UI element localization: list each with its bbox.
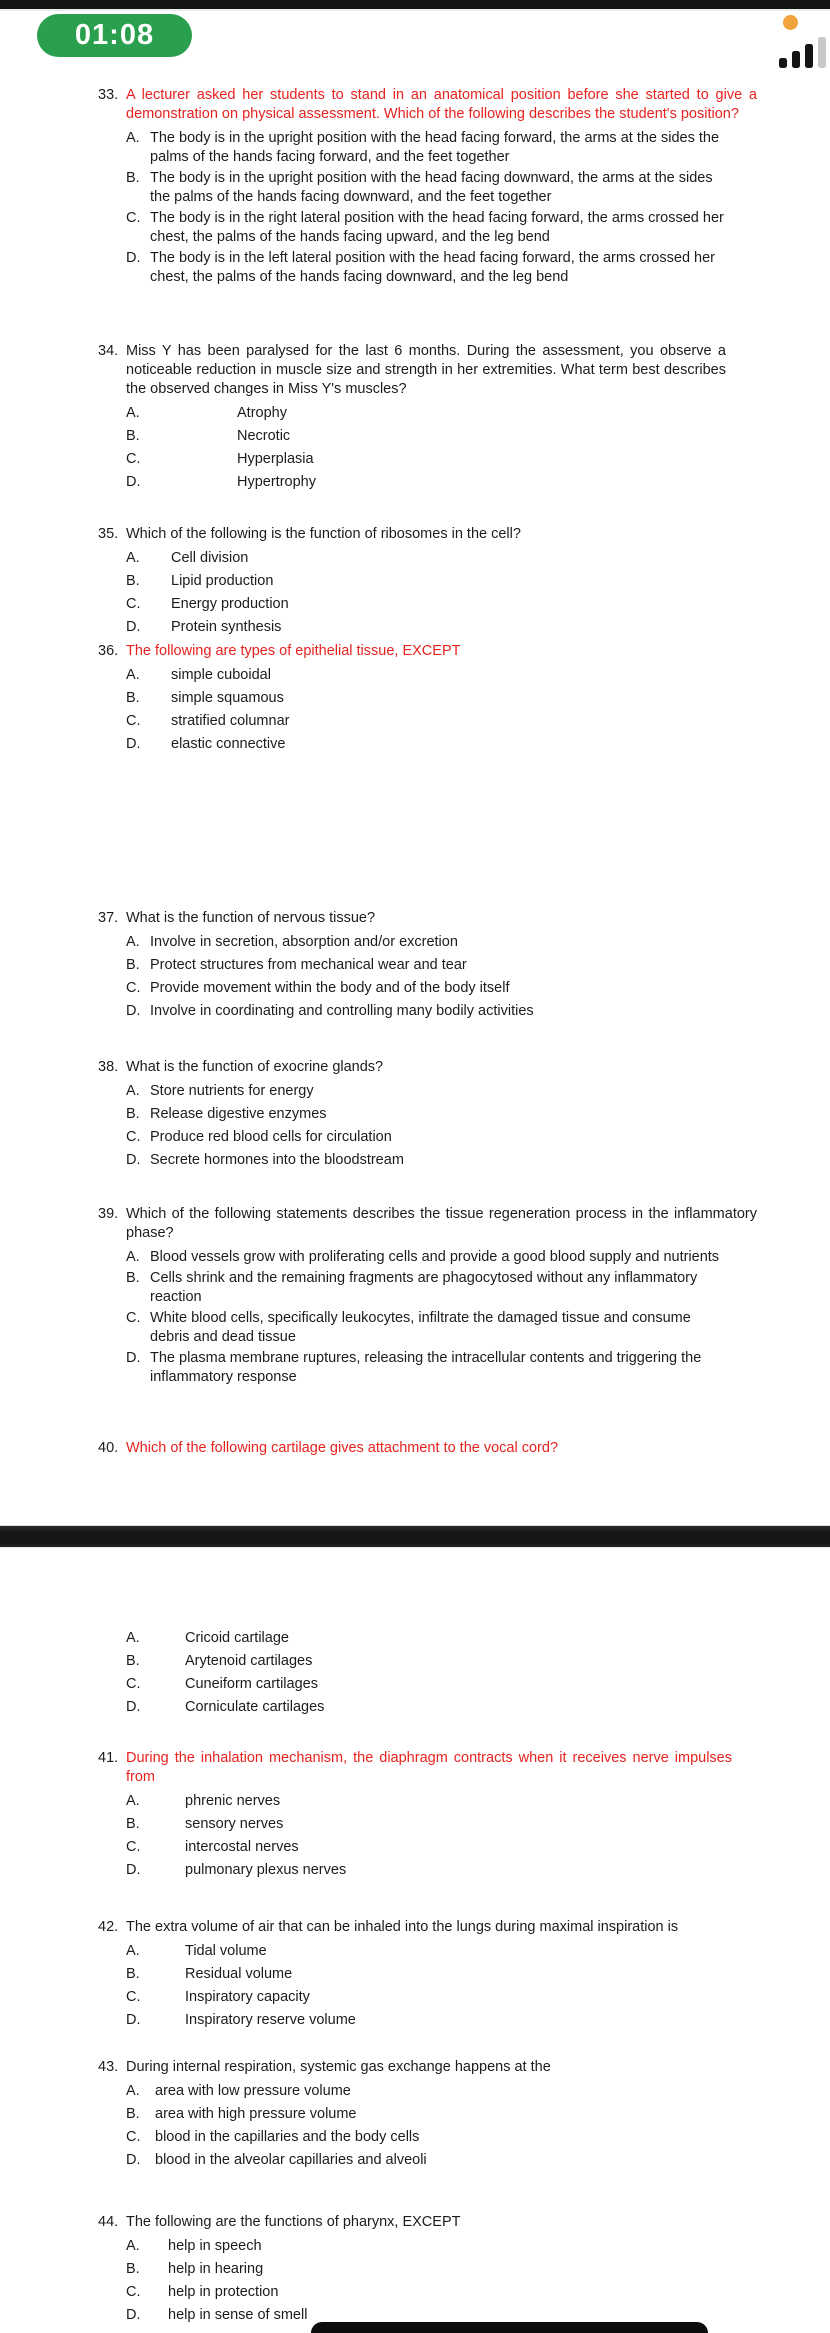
option-text: Blood vessels grow with proliferating cells and provide a good blood supply and nutrients <box>150 1249 720 1265</box>
signal-bar-4 <box>818 37 826 68</box>
question-text: The following are types of epithelial tissue, EXCEPT <box>126 643 461 659</box>
option-letter: C. <box>126 1989 141 2005</box>
option-letter: C. <box>126 596 141 612</box>
option-list-11 <box>126 2237 726 2325</box>
question-42 <box>98 1918 757 2034</box>
option-row-39-D <box>126 1349 726 1387</box>
question-text: What is the function of nervous tissue? <box>126 910 376 926</box>
option-letter: C. <box>126 1839 141 1855</box>
option-letter: B. <box>126 690 140 706</box>
option-text: help in protection <box>168 2284 279 2300</box>
question-text: During the inhalation mechanism, the diaphragm contracts when it receives nerve impulses from <box>126 1750 732 1785</box>
question-34 <box>98 342 726 496</box>
option-list-10 <box>126 2082 726 2170</box>
option-text: Corniculate cartilages <box>185 1699 325 1715</box>
option-text: White blood cells, specifically leukocytes, infiltrate the damaged tissue and consume debris and dead tissue <box>150 1310 691 1345</box>
option-text: blood in the capillaries and the body cells <box>155 2129 420 2145</box>
option-text: Hyperplasia <box>237 451 314 467</box>
option-row-38-C <box>126 1128 726 1147</box>
option-text: Store nutrients for energy <box>150 1083 314 1099</box>
option-text: blood in the alveolar capillaries and alveoli <box>155 2152 427 2168</box>
option-text: Residual volume <box>185 1966 293 1982</box>
option-text: intercostal nerves <box>185 1839 299 1855</box>
option-letter: B. <box>126 170 140 186</box>
option-row-39-A <box>126 1248 726 1267</box>
option-row-34-D <box>126 473 726 492</box>
option-letter: C. <box>126 2284 141 2300</box>
option-row-33-C <box>126 209 726 247</box>
option-text: The body is in the right lateral position with the head facing forward, the arms crossed her chest, the palms of the hands facing upward, and the leg bend <box>150 210 724 245</box>
option-row-33-D <box>126 249 726 287</box>
question-text: A lecturer asked her students to stand in an anatomical position before she started to give a demonstration on physical assessment. Which of the following describes the student's position? <box>126 87 757 122</box>
option-text: Cell division <box>171 550 249 566</box>
option-letter: C. <box>126 451 141 467</box>
option-letter: D. <box>126 1862 141 1878</box>
option-letter: D. <box>126 736 141 752</box>
option-letter: A. <box>126 934 140 950</box>
question-number: 37. <box>98 910 119 926</box>
option-row-42-B <box>126 1965 726 1984</box>
option-row-41-A <box>126 1792 726 1811</box>
option-text: Necrotic <box>237 428 291 444</box>
option-row-40-B <box>126 1652 726 1671</box>
option-letter: D. <box>126 474 141 490</box>
option-text: phrenic nerves <box>185 1793 281 1809</box>
option-text: pulmonary plexus nerves <box>185 1862 347 1878</box>
option-letter: B. <box>126 1106 140 1122</box>
question-43 <box>98 2058 757 2174</box>
option-text: Release digestive enzymes <box>150 1106 327 1122</box>
cellular-signal-icon <box>779 37 830 68</box>
question-number: 39. <box>98 1206 119 1222</box>
question-number: 33. <box>98 87 119 103</box>
option-text: Provide movement within the body and of the body itself <box>150 980 510 996</box>
question-41 <box>98 1749 732 1884</box>
question-number: 42. <box>98 1919 119 1935</box>
bottom-page-break-bar <box>311 2322 708 2333</box>
question-text: What is the function of exocrine glands? <box>126 1059 384 1075</box>
option-list-4 <box>126 933 726 1021</box>
option-row-43-B <box>126 2105 726 2124</box>
option-row-40-C <box>126 1675 726 1694</box>
option-text: help in speech <box>168 2238 262 2254</box>
signal-bar-2 <box>792 51 800 68</box>
question-33 <box>98 86 757 289</box>
option-text: The body is in the left lateral position with the head facing forward, the arms crossed her chest, the palms of the hands facing downward, and the leg bend <box>150 250 715 285</box>
option-row-40-A <box>126 1629 726 1648</box>
option-letter: B. <box>126 2261 140 2277</box>
option-row-34-B <box>126 427 726 446</box>
option-row-34-A <box>126 404 726 423</box>
option-letter: A. <box>126 550 140 566</box>
option-letter: D. <box>126 619 141 635</box>
option-text: area with high pressure volume <box>155 2106 357 2122</box>
question-36 <box>98 642 757 758</box>
question-number: 41. <box>98 1750 119 1766</box>
option-letter: C. <box>126 713 141 729</box>
option-row-44-A <box>126 2237 726 2256</box>
question-number: 43. <box>98 2059 119 2075</box>
option-row-43-D <box>126 2151 726 2170</box>
option-row-37-A <box>126 933 726 952</box>
question-40-options <box>126 1624 757 1721</box>
option-row-42-D <box>126 2011 726 2030</box>
option-text: Hypertrophy <box>237 474 316 490</box>
option-row-43-A <box>126 2082 726 2101</box>
option-row-37-D <box>126 1002 726 1021</box>
option-row-41-B <box>126 1815 726 1834</box>
option-row-38-A <box>126 1082 726 1101</box>
option-row-36-A <box>126 666 726 685</box>
option-text: Lipid production <box>171 573 274 589</box>
question-number: 36. <box>98 643 119 659</box>
signal-bar-3 <box>805 44 813 68</box>
timer-value: 01:08 <box>74 19 155 51</box>
option-text: Energy production <box>171 596 289 612</box>
option-row-36-B <box>126 689 726 708</box>
option-letter: B. <box>126 957 140 973</box>
question-37 <box>98 909 757 1025</box>
option-row-38-B <box>126 1105 726 1124</box>
option-list-2 <box>126 549 726 637</box>
option-row-40-D <box>126 1698 726 1717</box>
option-letter: A. <box>126 1793 140 1809</box>
option-row-35-B <box>126 572 726 591</box>
question-text: Which of the following is the function of ribosomes in the cell? <box>126 526 521 542</box>
option-letter: C. <box>126 210 141 226</box>
option-letter: B. <box>126 1966 140 1982</box>
option-letter: C. <box>126 1310 141 1326</box>
option-row-36-C <box>126 712 726 731</box>
question-text: Miss Y has been paralysed for the last 6 months. During the assessment, you observe a noticeable reduction in muscle size and strength in her extremities. What term best describes the observed changes in Miss Y's muscles? <box>126 343 726 397</box>
option-letter: C. <box>126 2129 141 2145</box>
option-row-35-C <box>126 595 726 614</box>
question-39 <box>98 1205 757 1389</box>
option-letter: B. <box>126 428 140 444</box>
option-letter: D. <box>126 1350 141 1366</box>
question-text: The extra volume of air that can be inhaled into the lungs during maximal inspiration is <box>126 1919 679 1935</box>
option-row-35-A <box>126 549 726 568</box>
option-row-39-C <box>126 1309 726 1347</box>
option-text: area with low pressure volume <box>155 2083 351 2099</box>
option-list-0 <box>126 129 726 287</box>
option-text: Secrete hormones into the bloodstream <box>150 1152 404 1168</box>
option-row-42-A <box>126 1942 726 1961</box>
option-text: The body is in the upright position with the head facing forward, the arms at the sides the palms of the hands facing forward, and the feet together <box>150 130 720 165</box>
option-text: Cricoid cartilage <box>185 1630 289 1646</box>
option-list-9 <box>126 1942 726 2030</box>
question-text: Which of the following statements describes the tissue regeneration process in the inflammatory phase? <box>126 1206 757 1241</box>
question-text: The following are the functions of pharynx, EXCEPT <box>126 2214 461 2230</box>
option-row-41-C <box>126 1838 726 1857</box>
option-text: The plasma membrane ruptures, releasing the intracellular contents and triggering the inflammatory response <box>150 1350 702 1385</box>
question-38 <box>98 1058 757 1174</box>
option-row-36-D <box>126 735 726 754</box>
option-letter: C. <box>126 1129 141 1145</box>
option-row-37-C <box>126 979 726 998</box>
option-text: Atrophy <box>237 405 287 421</box>
option-letter: B. <box>126 1270 140 1286</box>
option-row-44-C <box>126 2283 726 2302</box>
option-row-33-A <box>126 129 726 167</box>
option-letter: D. <box>126 2152 141 2168</box>
question-40 <box>98 1439 757 1458</box>
option-text: sensory nerves <box>185 1816 284 1832</box>
timer-pill[interactable] <box>37 14 192 57</box>
option-text: Protein synthesis <box>171 619 282 635</box>
option-letter: A. <box>126 2083 140 2099</box>
option-list-5 <box>126 1082 726 1170</box>
question-number: 40. <box>98 1440 119 1456</box>
option-text: stratified columnar <box>171 713 290 729</box>
option-row-44-B <box>126 2260 726 2279</box>
option-letter: B. <box>126 573 140 589</box>
option-letter: D. <box>126 250 141 266</box>
option-text: Inspiratory reserve volume <box>185 2012 356 2028</box>
option-row-43-C <box>126 2128 726 2147</box>
option-text: simple cuboidal <box>171 667 271 683</box>
question-text: Which of the following cartilage gives attachment to the vocal cord? <box>126 1440 559 1456</box>
option-text: help in hearing <box>168 2261 264 2277</box>
option-row-41-D <box>126 1861 726 1880</box>
option-letter: D. <box>126 1152 141 1168</box>
option-list-1 <box>126 404 726 492</box>
option-row-42-C <box>126 1988 726 2007</box>
option-letter: D. <box>126 2012 141 2028</box>
question-number: 44. <box>98 2214 119 2230</box>
option-row-39-B <box>126 1269 726 1307</box>
option-letter: A. <box>126 667 140 683</box>
question-44 <box>98 2213 757 2329</box>
signal-bar-1 <box>779 58 787 68</box>
option-text: The body is in the upright position with the head facing downward, the arms at the sides the palms of the hands facing downward, and the feet together <box>150 170 713 205</box>
option-text: simple squamous <box>171 690 284 706</box>
option-letter: A. <box>126 1083 140 1099</box>
option-letter: A. <box>126 2238 140 2254</box>
option-row-35-D <box>126 618 726 637</box>
option-letter: D. <box>126 1003 141 1019</box>
option-letter: D. <box>126 1699 141 1715</box>
option-list-3 <box>126 666 726 754</box>
option-letter: C. <box>126 1676 141 1692</box>
option-text: Involve in secretion, absorption and/or excretion <box>150 934 458 950</box>
option-letter: B. <box>126 1816 140 1832</box>
option-text: Produce red blood cells for circulation <box>150 1129 392 1145</box>
option-letter: C. <box>126 980 141 996</box>
option-text: help in sense of smell <box>168 2307 308 2323</box>
option-text: Cuneiform cartilages <box>185 1676 318 1692</box>
option-list-7 <box>126 1629 726 1717</box>
option-text: Cells shrink and the remaining fragments are phagocytosed without any inflammatory reaction <box>150 1270 698 1305</box>
question-number: 34. <box>98 343 119 359</box>
option-text: elastic connective <box>171 736 286 752</box>
option-letter: A. <box>126 1249 140 1265</box>
option-text: Tidal volume <box>185 1943 267 1959</box>
option-letter: B. <box>126 1653 140 1669</box>
option-list-8 <box>126 1792 726 1880</box>
option-letter: A. <box>126 1630 140 1646</box>
option-letter: A. <box>126 1943 140 1959</box>
question-text: During internal respiration, systemic gas exchange happens at the <box>126 2059 551 2075</box>
option-letter: D. <box>126 2307 141 2323</box>
question-number: 35. <box>98 526 119 542</box>
option-text: Protect structures from mechanical wear and tear <box>150 957 467 973</box>
option-row-34-C <box>126 450 726 469</box>
option-letter: A. <box>126 130 140 146</box>
option-row-33-B <box>126 169 726 207</box>
option-text: Inspiratory capacity <box>185 1989 310 2005</box>
option-text: Involve in coordinating and controlling many bodily activities <box>150 1003 534 1019</box>
option-row-37-B <box>126 956 726 975</box>
option-list-6 <box>126 1248 726 1387</box>
question-number: 38. <box>98 1059 119 1075</box>
notification-dot-icon <box>783 15 798 30</box>
option-letter: B. <box>126 2106 140 2122</box>
page-break-bar <box>0 1525 830 1548</box>
option-row-38-D <box>126 1151 726 1170</box>
top-page-edge-bar <box>0 0 830 11</box>
option-letter: A. <box>126 405 140 421</box>
question-35 <box>98 525 757 641</box>
option-text: Arytenoid cartilages <box>185 1653 313 1669</box>
